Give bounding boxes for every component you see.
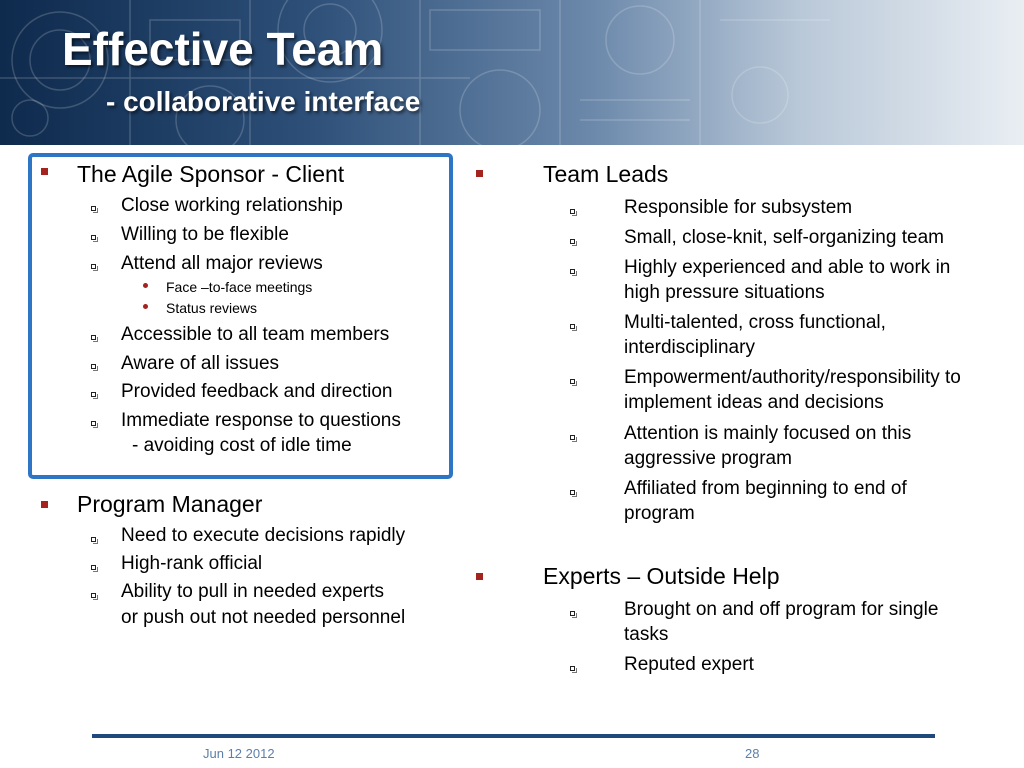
hollow-bullet-icon — [91, 206, 96, 211]
list-item-continuation: tasks — [624, 624, 669, 645]
hollow-bullet-icon — [570, 611, 575, 616]
hollow-bullet-icon — [91, 235, 96, 240]
list-item-continuation: interdisciplinary — [624, 337, 755, 358]
list-item-continuation: aggressive program — [624, 448, 792, 469]
list-item-continuation: implement ideas and decisions — [624, 392, 884, 413]
footer-date: Jun 12 2012 — [203, 746, 275, 761]
list-item: Immediate response to questions — [121, 410, 401, 431]
list-item: Brought on and off program for single — [624, 599, 939, 620]
list-item: Small, close-knit, self-organizing team — [624, 227, 944, 248]
sub-list-item: Face –to-face meetings — [166, 279, 313, 295]
bullet-square-icon — [476, 573, 483, 580]
hollow-bullet-icon — [570, 324, 575, 329]
bullet-square-icon — [41, 168, 48, 175]
manager-heading: Program Manager — [77, 491, 263, 517]
list-item: Affiliated from beginning to end of — [624, 478, 907, 499]
list-item: Multi-talented, cross functional, — [624, 312, 886, 333]
list-item: Reputed expert — [624, 654, 754, 675]
hollow-bullet-icon — [91, 392, 96, 397]
list-item: Aware of all issues — [121, 353, 280, 374]
list-item: Provided feedback and direction — [121, 381, 393, 402]
list-item-continuation: - avoiding cost of idle time — [132, 435, 352, 456]
list-item: Need to execute decisions rapidly — [121, 525, 406, 546]
dot-bullet-icon — [143, 304, 148, 309]
hollow-bullet-icon — [570, 490, 575, 495]
list-item-continuation: high pressure situations — [624, 282, 825, 303]
hollow-bullet-icon — [91, 593, 96, 598]
dot-bullet-icon — [143, 283, 148, 288]
list-item-continuation: program — [624, 503, 695, 524]
hollow-bullet-icon — [91, 364, 96, 369]
sponsor-heading: The Agile Sponsor - Client — [77, 161, 345, 187]
hollow-bullet-icon — [570, 269, 575, 274]
bullet-square-icon — [41, 501, 48, 508]
list-item: Highly experienced and able to work in — [624, 257, 951, 278]
list-item: Close working relationship — [121, 195, 343, 216]
hollow-bullet-icon — [91, 565, 96, 570]
experts-heading: Experts – Outside Help — [543, 563, 780, 589]
hollow-bullet-icon — [570, 209, 575, 214]
hollow-bullet-icon — [570, 666, 575, 671]
list-item: Willing to be flexible — [121, 224, 289, 245]
list-item: Attend all major reviews — [121, 253, 323, 274]
list-item: Attention is mainly focused on this — [624, 423, 912, 444]
hollow-bullet-icon — [570, 435, 575, 440]
sub-list-item: Status reviews — [166, 300, 258, 316]
list-item: High-rank official — [121, 553, 263, 574]
list-item-continuation: or push out not needed personnel — [121, 607, 406, 628]
hollow-bullet-icon — [91, 537, 96, 542]
header-banner — [0, 0, 1024, 145]
team-leads-heading: Team Leads — [543, 161, 669, 187]
hollow-bullet-icon — [570, 239, 575, 244]
list-item: Ability to pull in needed experts — [121, 581, 384, 602]
page-title: Effective Team — [62, 23, 384, 75]
hollow-bullet-icon — [91, 421, 96, 426]
page-subtitle: - collaborative interface — [106, 86, 421, 117]
footer-divider — [92, 734, 935, 738]
page-number: 28 — [745, 746, 760, 761]
hollow-bullet-icon — [91, 264, 96, 269]
list-item: Empowerment/authority/responsibility to — [624, 367, 961, 388]
list-item: Accessible to all team members — [121, 324, 390, 345]
list-item: Responsible for subsystem — [624, 197, 853, 218]
hollow-bullet-icon — [570, 379, 575, 384]
hollow-bullet-icon — [91, 335, 96, 340]
bullet-square-icon — [476, 170, 483, 177]
